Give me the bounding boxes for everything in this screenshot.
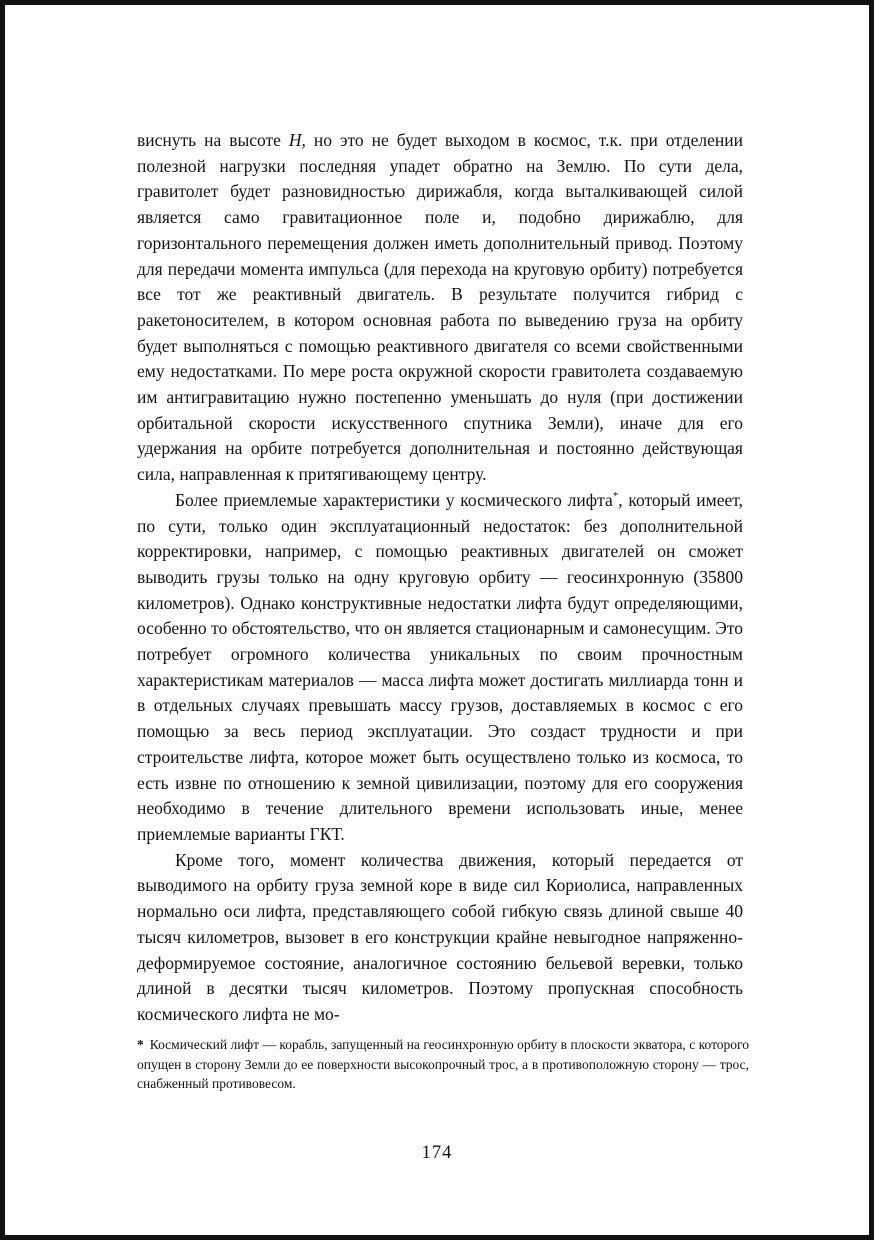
footnote-text: Космический лифт — корабль, запущенный на геосинхронную орбиту в плоскости экватора, с которого опущен в сторону Земли до ее поверхности высокопрочный трос, а в противоположную сторону — трос, снабженный противовесом. (137, 1037, 749, 1091)
footnote-marker: * (137, 1037, 144, 1052)
paragraph (137, 488, 743, 848)
paragraph-text: , но это не будет выходом в космос, т.к. при отделении полезной нагрузки последняя упадет обратно на Землю. По сути дела, гравитолет будет разновидностью дирижабля, когда выталкивающей силой является само гравитационное поле и, подобно дирижаблю, для горизонтального перемещения должен иметь дополнительный привод. Поэтому для передачи момента импульса (для перехода на круговую орбиту) потребуется все тот же реактивный двигатель. В результате получится гибрид с ракетоносителем, в котором основная работа по выведению груза на орбиту будет выполняться с помощью реактивного двигателя со всеми свойственными ему недостатками. По мере роста окружной скорости гравитолета создаваемую им антигравитацию нужно постепенно уменьшать до нуля (при достижении орбитальной скорости искусственного спутника Земли), иначе для его удержания на орбите потребуется дополнительная и постоянно действующая сила, направленная к притягивающему центру. (137, 130, 743, 485)
paragraph-text: , который имеет, по сути, только один эксплуатационный недостаток: без дополнительной корректировки, например, с помощью реактивных двигателей он сможет выводить грузы только на одну круговую орбиту — геосинхронную (35800 километров). Однако конструктивные недостатки лифта будут определяющими, особенно то обстоятельство, что он является стационарным и самонесущим. Это потребует огромного количества уникальных по своим прочностным характеристикам материалов — масса лифта может достигать миллиарда тонн и в отдельных случаях превышать массу грузов, доставляемых в космос с его помощью за весь период эксплуатации. Это создаст трудности и при строительстве лифта, которое может быть осуществлено только из космоса, то есть извне по отношению к земной цивилизации, поэтому для его сооружения необходимо в течение длительного времени использовать иные, менее приемлемые варианты ГКТ. (137, 489, 743, 844)
math-variable: Н (288, 130, 302, 150)
paragraph (137, 128, 743, 488)
paragraph: Кроме того, момент количества движения, который передается от выводимого на орбиту груза земной коре в виде сил Кориолиса, направленных нормально оси лифта, представляющего собой гибкую связь длиной свыше 40 тысяч километров, вызовет в его конструкции крайне невыгодное напряженно-деформируемое состояние, аналогичное состоянию бельевой веревки, только длиной в десятки тысяч километров. Поэтому пропускная способность космического лифта не мо- (137, 849, 743, 1024)
page-number: 174 (421, 1143, 453, 1163)
paragraph-text: Более приемлемые характеристики у космического лифта (175, 489, 613, 510)
paragraph-text: виснуть на высоте (137, 130, 289, 150)
footnote (137, 1035, 749, 1094)
main-text (137, 128, 743, 1028)
footnote-marker: * (612, 490, 619, 503)
